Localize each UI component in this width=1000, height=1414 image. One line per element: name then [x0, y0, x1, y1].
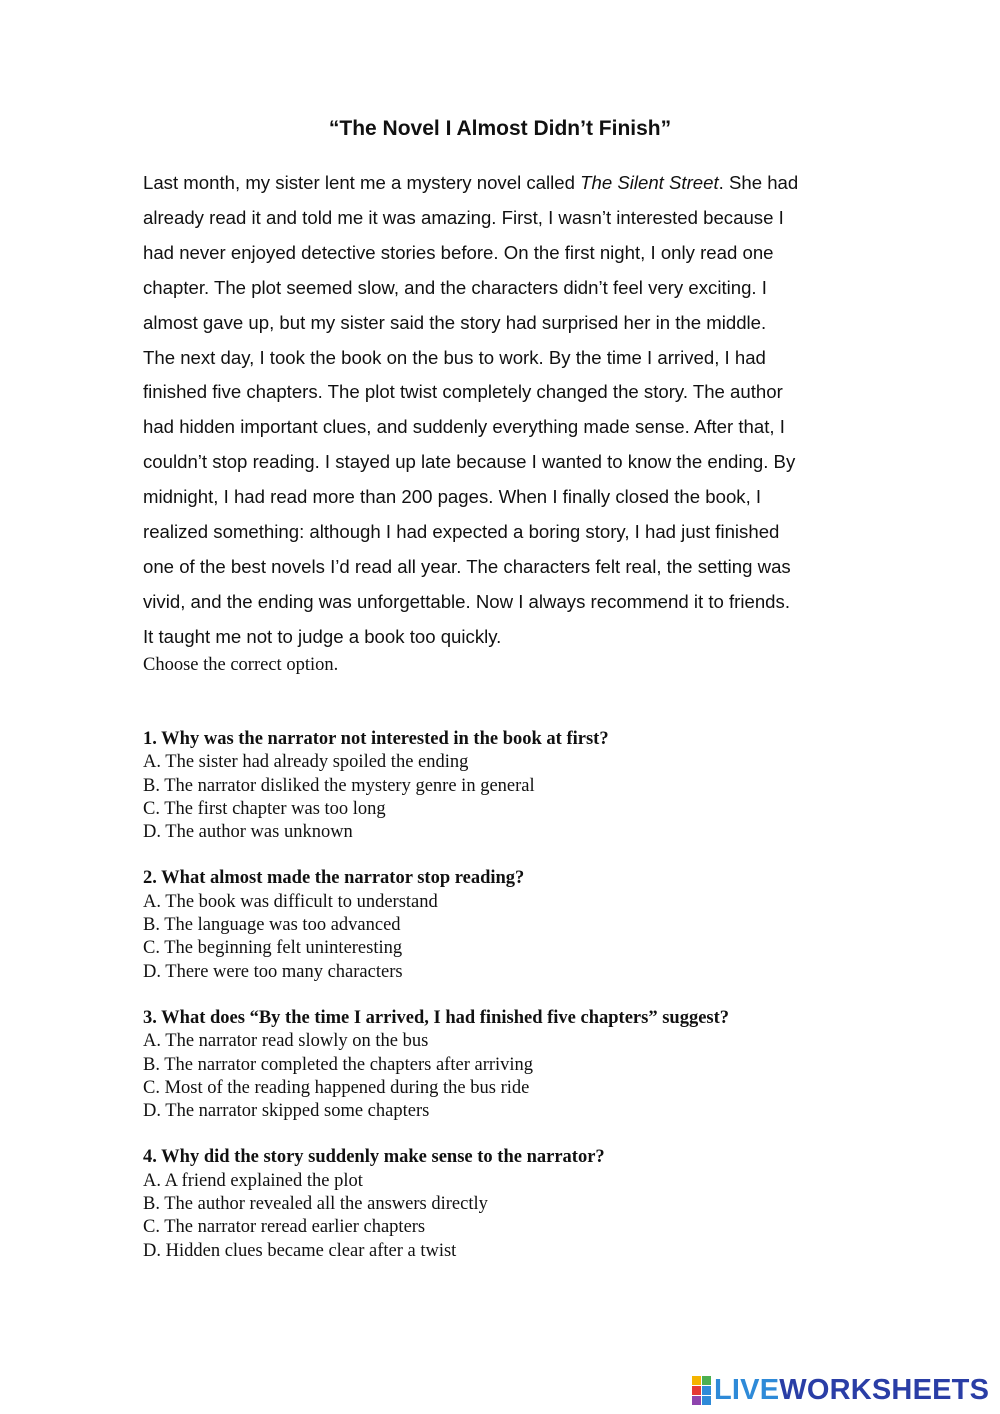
question-text: 1. Why was the narrator not interested in the book at first?: [143, 729, 609, 749]
option-1a[interactable]: A. The sister had already spoiled the ending: [143, 752, 469, 773]
story-line: one of the best novels I’d read all year. The characters felt real, the setting was: [143, 555, 791, 577]
liveworksheets-logo: [692, 1375, 989, 1405]
option-2c[interactable]: C. The beginning felt uninteresting: [143, 938, 403, 959]
instruction-text: Choose the correct option.: [143, 655, 339, 675]
option-4d[interactable]: D. Hidden clues became clear after a twist: [143, 1240, 457, 1261]
story-line: already read it and told me it was amazing. First, I wasn’t interested because I: [143, 206, 784, 228]
story-line: [143, 166, 883, 201]
logo-text-worksheets: WORKSHEETS: [779, 1374, 990, 1406]
question-2: [143, 867, 903, 983]
story-line: realized something: although I had expected a boring story, I had just finished: [143, 521, 780, 543]
option-1b[interactable]: B. The narrator disliked the mystery genre in general: [143, 775, 535, 796]
story-line: It taught me not to judge a book too quickly.: [143, 625, 502, 647]
story-line: vivid, and the ending was unforgettable. Now I always recommend it to friends.: [143, 590, 790, 612]
option-2d[interactable]: D. There were too many characters: [143, 961, 403, 982]
option-4c[interactable]: C. The narrator reread earlier chapters: [143, 1217, 426, 1238]
question-text: 3. What does “By the time I arrived, I had finished five chapters” suggest?: [143, 1007, 730, 1028]
logo-block: [702, 1396, 711, 1405]
option-4b[interactable]: B. The author revealed all the answers directly: [143, 1194, 488, 1215]
logo-block: [702, 1386, 711, 1395]
option-3a[interactable]: A. The narrator read slowly on the bus: [143, 1031, 429, 1052]
logo-blocks-icon: [692, 1376, 711, 1405]
story-line-text: Last month, my sister lent me a mystery novel called: [143, 172, 581, 193]
option-3b[interactable]: B. The narrator completed the chapters after arriving: [143, 1054, 534, 1075]
story-line: midnight, I had read more than 200 pages. When I finally closed the book, I: [143, 486, 762, 508]
question-4: [143, 1146, 903, 1262]
story-line: The next day, I took the book on the bus to work. By the time I arrived, I had: [143, 346, 766, 368]
option-2b[interactable]: B. The language was too advanced: [143, 915, 401, 936]
logo-block: [692, 1376, 701, 1385]
option-3c[interactable]: C. Most of the reading happened during the bus ride: [143, 1077, 530, 1098]
logo-block: [692, 1396, 701, 1405]
question-text: 2. What almost made the narrator stop reading?: [143, 868, 525, 889]
story-line: finished five chapters. The plot twist completely changed the story. The author: [143, 381, 783, 403]
question-1: [143, 728, 903, 844]
logo-text-live: LIVE: [714, 1374, 780, 1406]
logo-block: [702, 1376, 711, 1385]
option-1d[interactable]: D. The author was unknown: [143, 822, 353, 843]
option-3d[interactable]: D. The narrator skipped some chapters: [143, 1101, 430, 1122]
question-text: 4. Why did the story suddenly make sense to the narrator?: [143, 1147, 605, 1168]
book-title: The Silent Street: [580, 172, 719, 193]
question-list: [143, 728, 903, 1286]
story-line: couldn’t stop reading. I stayed up late because I wanted to know the ending. By: [143, 451, 796, 473]
story-line: almost gave up, but my sister said the story had surprised her in the middle.: [143, 311, 767, 333]
story-line: had hidden important clues, and suddenly everything made sense. After that, I: [143, 416, 785, 438]
option-1c[interactable]: C. The first chapter was too long: [143, 798, 386, 819]
option-4a[interactable]: A. A friend explained the plot: [143, 1170, 363, 1191]
logo-text: [714, 1375, 989, 1405]
story-line: chapter. The plot seemed slow, and the characters didn’t feel very exciting. I: [143, 276, 767, 298]
logo-block: [692, 1386, 701, 1395]
story-line: had never enjoyed detective stories before. On the first night, I only read one: [143, 241, 774, 263]
story-passage: [143, 166, 883, 655]
story-line-text: . She had: [718, 172, 799, 193]
option-2a[interactable]: A. The book was difficult to understand: [143, 891, 438, 912]
question-3: [143, 1007, 903, 1123]
worksheet-title: “The Novel I Almost Didn’t Finish”: [328, 117, 672, 140]
